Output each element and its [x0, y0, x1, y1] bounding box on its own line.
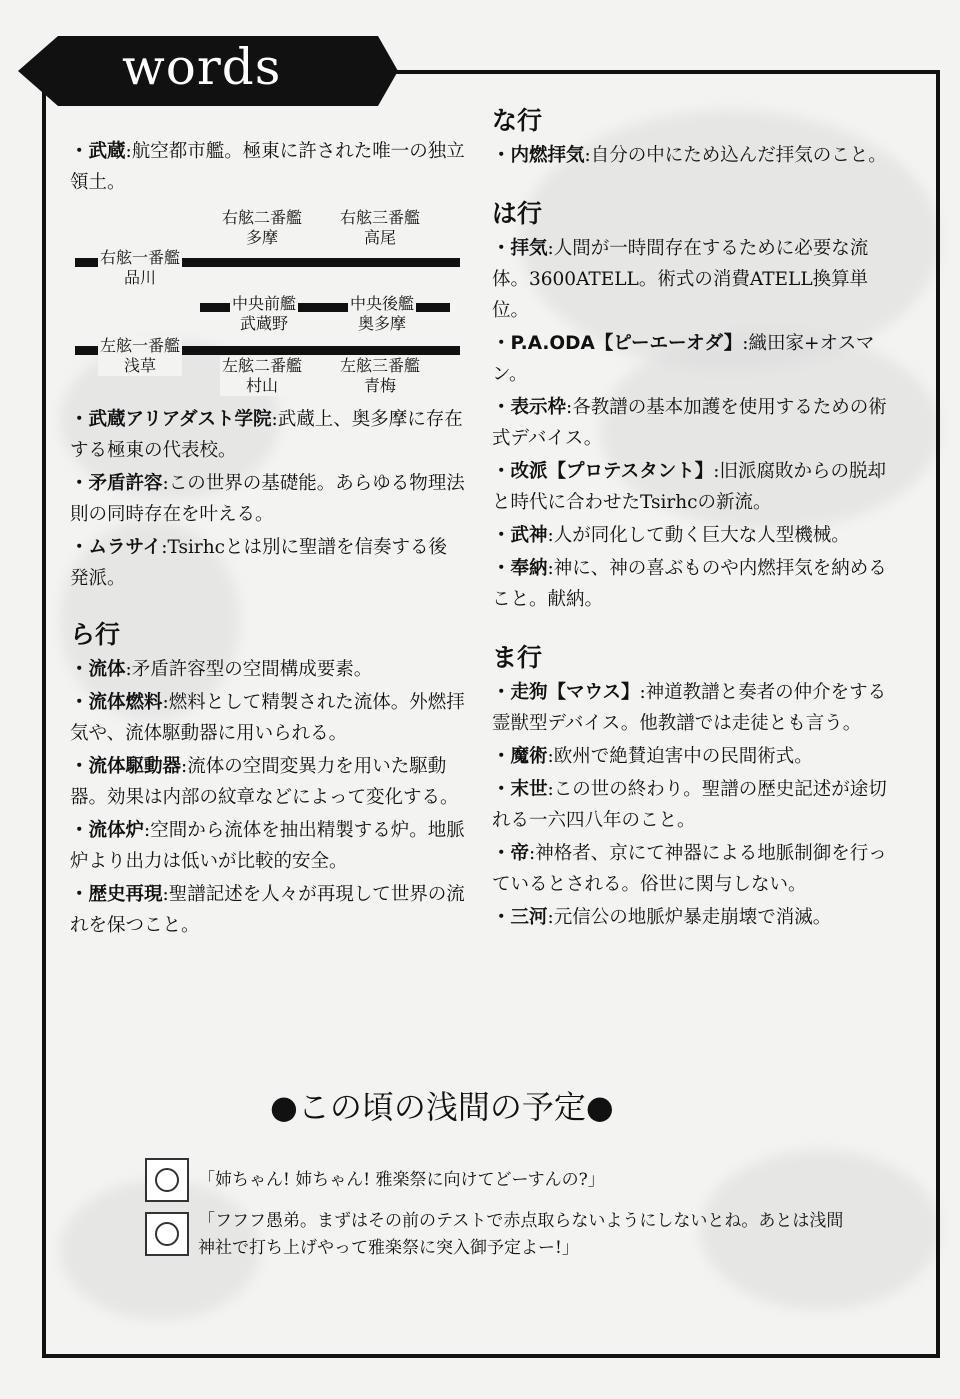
entry: ・武神:人が同化して動く巨大な人型機械。	[492, 525, 850, 546]
page-title: words	[122, 38, 282, 96]
avatar-icon	[145, 1212, 189, 1256]
left-column	[70, 136, 465, 943]
ship-label: 右舷一番艦 品川	[100, 248, 181, 287]
entry: ・流体:矛盾許容型の空間構成要素。	[70, 659, 373, 680]
entry: ・帝:神格者、京にて神器による地脈制御を行っているとされる。俗世に関与しない。	[492, 843, 887, 895]
entry-musashi: ・武蔵:航空都市艦。極東に許された唯一の独立領土。	[70, 141, 465, 193]
entry: ・流体燃料:燃料として精製された流体。外燃拝気や、流体駆動器に用いられる。	[70, 692, 465, 744]
entry: ・三河:元信公の地脈炉暴走崩壊で消滅。	[492, 907, 832, 928]
entry: ・末世:この世の終わり。聖譜の歴史記述が途切れる一六四八年のこと。	[492, 779, 887, 831]
entry: ・奉納:神に、神の喜ぶものや内燃拝気を納めること。献納。	[492, 558, 887, 610]
dialog-line: 「フフフ愚弟。まずはその前のテストで赤点取らないようにしないとね。あとは浅間神社で打ち上げやって雅楽祭に突入御予定よー!」	[198, 1211, 844, 1258]
section-title-ha: は行	[492, 199, 543, 228]
entry: ・流体炉:空間から流体を抽出精製する炉。地脈炉より出力は低いが比較的安全。	[70, 820, 465, 872]
section-title-ra: ら行	[70, 620, 121, 649]
entry: ・矛盾許容:この世界の基礎能。あらゆる物理法則の同時存在を叶える。	[70, 473, 465, 525]
ship-diagram	[70, 208, 465, 395]
entry: ・P.A.ODA【ピーエーオダ】:織田家+オスマン。	[492, 333, 875, 385]
avatar-icon	[145, 1158, 189, 1202]
entry: ・ムラサイ:Tsirhcとは別に聖譜を信奏する後発派。	[70, 537, 447, 589]
entry: ・魔術:欧州で絶賛迫害中の民間術式。	[492, 746, 813, 767]
ship-label: 左舷一番艦 浅草	[100, 336, 181, 375]
ship-label: 右舷二番艦 多摩	[222, 208, 303, 247]
ship-label: 中央後艦 奥多摩	[350, 294, 415, 333]
ship-label: 右舷三番艦 高尾	[340, 208, 421, 247]
ship-label: 左舷三番艦 青梅	[340, 356, 421, 395]
entry: ・表示枠:各教譜の基本加護を使用するための術式デバイス。	[492, 397, 887, 449]
entry: ・拝気:人間が一時間存在するために必要な流体。3600ATELL。術式の消費ATELL換算単位。	[492, 238, 869, 321]
ship-label: 中央前艦 武蔵野	[232, 294, 297, 333]
entry: ・流体駆動器:流体の空間変異力を用いた駆動器。効果は内部の紋章などによって変化する。	[70, 756, 459, 808]
entry: ・内燃拝気:自分の中にため込んだ拝気のこと。	[492, 145, 887, 166]
ship-label: 左舷二番艦 村山	[222, 356, 303, 395]
entry: ・改派【プロテスタント】:旧派腐敗からの脱却と時代に合わせたTsirhcの新流。	[492, 461, 886, 513]
schedule-title: ●この頃の浅間の予定●	[270, 1088, 614, 1126]
section-title-na: な行	[492, 106, 543, 135]
entry: ・武蔵アリアダスト学院:武蔵上、奥多摩に存在する極東の代表校。	[70, 409, 463, 461]
dialog-line: 「姉ちゃん! 姉ちゃん! 雅楽祭に向けてどーすんの?」	[198, 1170, 605, 1190]
right-column	[492, 104, 887, 935]
entry: ・走狗【マウス】:神道教譜と奏者の仲介をする霊獣型デバイス。他教譜では走徒とも言う。	[492, 682, 887, 734]
section-title-ma: ま行	[492, 643, 543, 672]
entry: ・歴史再現:聖譜記述を人々が再現して世界の流れを保つこと。	[70, 884, 465, 936]
